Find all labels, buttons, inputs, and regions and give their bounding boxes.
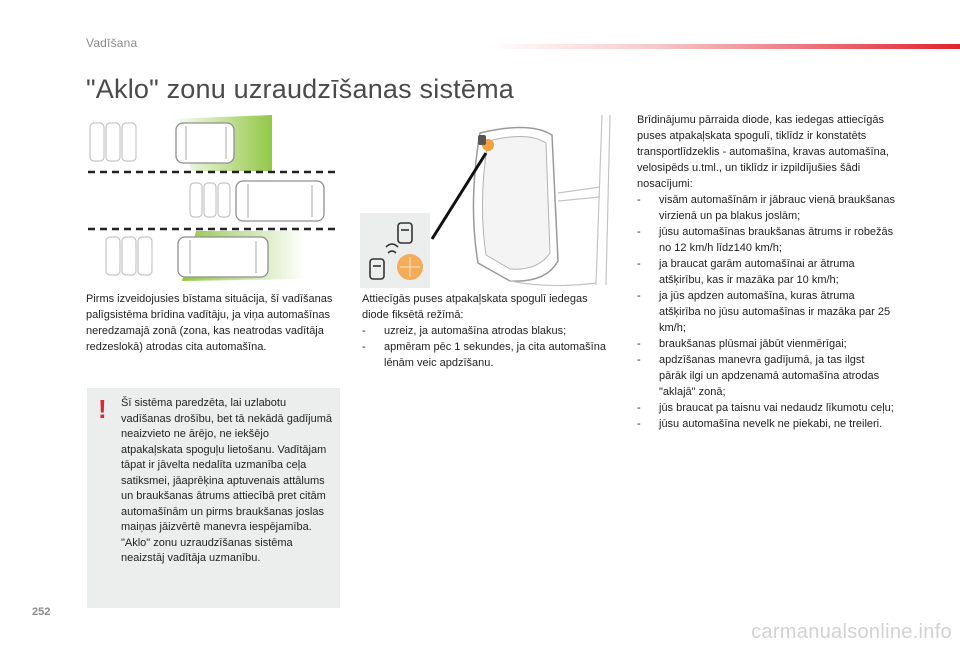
list-item-text: apmēram pēc 1 sekundes, ja cita automašīna lēnām veic apdzīšanu. [384, 341, 606, 369]
left-text-block [86, 291, 342, 355]
right-text-block [637, 112, 895, 432]
list-item-text: apdzīšanas manevra gadījumā, ja tas ilgst pārāk ilgi un apdzenamā automašīna atrodas "aklajā" zonā; [659, 354, 880, 398]
list-item-text: ja braucat garām automašīnai ar ātruma atšķirību, kas ir mazāka par 10 km/h; [659, 258, 855, 286]
list-item-text: jūs braucat pa taisnu vai nedaudz līkumotu ceļu; [659, 402, 894, 414]
list-item [637, 256, 895, 288]
list-item [637, 192, 895, 224]
list-dash: - [637, 402, 641, 414]
list-item-text: uzreiz, ja automašīna atrodas blakus; [384, 325, 567, 337]
list-item-text: jūsu automašīna nevelk ne piekabi, ne treileri. [659, 418, 883, 430]
header-accent-bar [490, 44, 960, 49]
list-item-text: ja jūs apdzen automašīna, kuras ātruma atšķirība no jūsu automašīnas ir mazāka par 25 km/h; [659, 290, 891, 334]
blind-spot-cars-icon [86, 113, 342, 283]
list-item [637, 400, 895, 416]
list-dash: - [637, 338, 641, 350]
right-intro: Brīdinājumu pārraida diode, kas iedegas attiecīgās puses atpakaļskata spogulī, tiklīdz ir konstatēts transportlīdzeklis - automašīna, kravas automašīna, velosipēds u.tml., un tiklīdz ir izpildījušies šādi nosacījumi: [637, 114, 889, 190]
list-item [637, 288, 895, 336]
warning-paragraph-1: Šī sistēma paredzēta, lai uzlabotu vadīšanas drošību, bet tā nekādā gadījumā neaizvieto ne ārējo, ne iekšējo atpakaļskata spoguļu lietošanu. Vadītājam tāpat ir jāvelta nedalīta uzmanība ceļa satiksmei, jāaprēķina aptuvenais attālums un braukšanas ātrums attiecībā pret citām automašīnām un pirms braukšanas joslas maiņas jāizvērtē manevra iespējamība. [121, 397, 332, 533]
mid-intro: Attiecīgās puses atpakaļskata spogulī iedegas diode fiksētā režīmā: [362, 293, 588, 321]
list-dash: - [637, 194, 641, 206]
section-label: Vadīšana [86, 36, 138, 50]
list-item [362, 339, 616, 371]
mid-text-block [362, 291, 616, 371]
list-dash: - [637, 354, 641, 366]
left-paragraph: Pirms izveidojusies bīstama situācija, šī vadīšanas palīgsistēma brīdina vadītāju, ja viņa automašīnas neredzamajā zonā (zona, kas neatrodas vadītāja redzeslokā) atrodas cita automašīna. [86, 293, 333, 353]
mid-list [362, 323, 616, 371]
list-dash: - [362, 325, 366, 337]
list-dash: - [637, 258, 641, 270]
warning-paragraph-2: "Aklo" zonu uzraudzīšanas sistēma neaizstāj vadītāja uzmanību. [121, 536, 293, 564]
list-item [637, 336, 895, 352]
warning-box [87, 388, 340, 608]
list-dash: - [637, 290, 641, 302]
watermark-link[interactable]: carmanualsonline.info [751, 621, 952, 643]
page-number: 252 [32, 606, 51, 618]
list-dash: - [637, 226, 641, 238]
list-item [637, 224, 895, 256]
list-item [362, 323, 616, 339]
exclamation-icon: ! [98, 394, 107, 424]
list-item-text: braukšanas plūsmai jābūt vienmērīgai; [659, 338, 847, 350]
list-item [637, 416, 895, 432]
list-item [637, 352, 895, 400]
list-item-text: visām automašīnām ir jābrauc vienā braukšanas virzienā un pa blakus joslām; [659, 194, 896, 222]
side-mirror-led-icon [360, 113, 618, 288]
list-dash: - [362, 341, 366, 353]
list-item-text: jūsu automašīnas braukšanas ātrums ir robežās no 12 km/h līdz140 km/h; [659, 226, 894, 254]
warning-text [121, 396, 333, 567]
right-list [637, 192, 895, 432]
page-title: "Aklo" zonu uzraudzīšanas sistēma [86, 74, 514, 104]
mirror-glass [482, 136, 550, 269]
list-dash: - [637, 418, 641, 430]
